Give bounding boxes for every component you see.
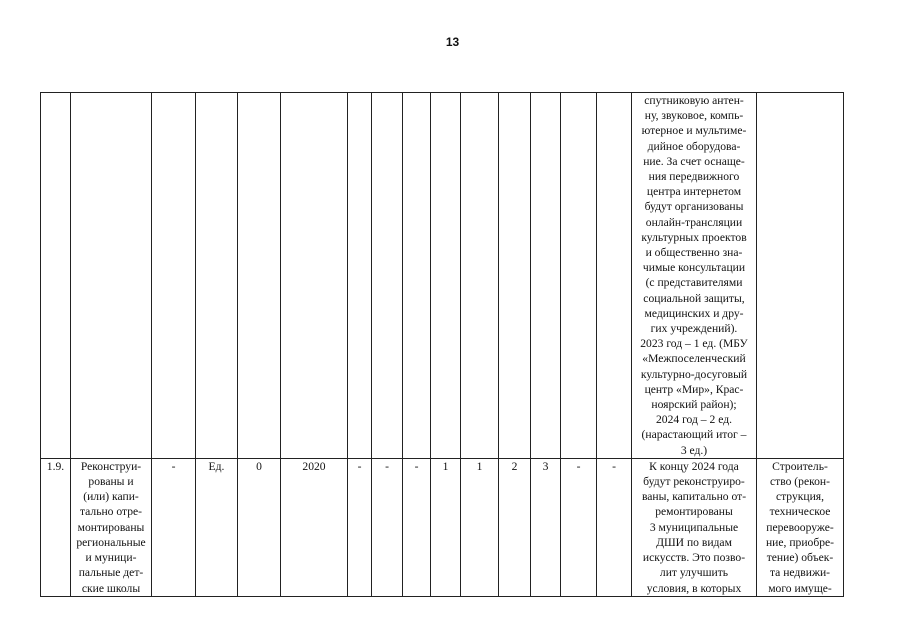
table-cell-name (71, 93, 152, 459)
table-row-1-9 (41, 458, 844, 596)
table-cell-value: - (372, 458, 403, 596)
table-row-continuation (41, 93, 844, 459)
table-cell-value: - (348, 458, 372, 596)
table-cell (431, 93, 461, 459)
table-cell-value: - (403, 458, 431, 596)
table-cell (597, 93, 632, 459)
table-cell-value: 2 (499, 458, 531, 596)
table-cell-value: - (597, 458, 632, 596)
last-column-text: Строитель- ство (рекон- струкция, техническое перевооруже- ние, приобре- тение) объек- та недвижи- мого имуще- (765, 459, 835, 595)
page-number: 13 (445, 35, 460, 49)
table-cell-value: - (561, 458, 597, 596)
table-cell-value: 1 (431, 458, 461, 596)
indicator-name-text: Реконструи- рованы и (или) капи- тально отре- монтированы региональные и муници- пальные дет- ские школы (76, 459, 146, 595)
table-cell-unit (196, 93, 238, 459)
result-description-text: спутниковую антен- ну, звуковое, компь- ютерное и мультиме- дийное оборудова- ние. За счет оснаще- ния передвижного центра интернетом будут организованы онлайн-трансляции культурных проектов и общественно зна- чимые консультации (с представителями социальной защиты, медицинских и дру- гих учреждений). 2023 год – 1 ед. (МБУ «Межпоселенческий культурно-досуговый центр «Мир», Крас- ноярский район); 2024 год – 2 ед. (нарастающий итог – 3 ед.) (640, 94, 748, 457)
table-cell-number: 1.9. (41, 458, 71, 596)
table-cell-base-value (238, 93, 281, 459)
table-cell (372, 93, 403, 459)
table-cell-last (757, 93, 844, 459)
table-cell-base-value: 0 (238, 458, 281, 596)
table-cell-name (71, 458, 152, 596)
document-table (40, 92, 844, 597)
table-cell-base-year: 2020 (281, 458, 348, 596)
table-cell (461, 93, 499, 459)
result-description-text: К концу 2024 года будут реконструиро- ваны, капитально от- ремонтированы 3 муниципальные ДШИ по видам искусств. Это позво- лит улучшить условия, в которых (641, 459, 747, 595)
table-cell-value: 1 (461, 458, 499, 596)
table-cell-last (757, 458, 844, 596)
table-cell (403, 93, 431, 459)
table-cell-unit: Ед. (196, 458, 238, 596)
table-cell (561, 93, 597, 459)
table-cell-result-description (632, 458, 757, 596)
table-cell (348, 93, 372, 459)
table-cell (499, 93, 531, 459)
table-cell-value: 3 (531, 458, 561, 596)
table-cell-base-year (281, 93, 348, 459)
table-cell-number (41, 93, 71, 459)
table-cell-result-description (632, 93, 757, 459)
table-cell (152, 93, 196, 459)
table-cell: - (152, 458, 196, 596)
table-cell (531, 93, 561, 459)
